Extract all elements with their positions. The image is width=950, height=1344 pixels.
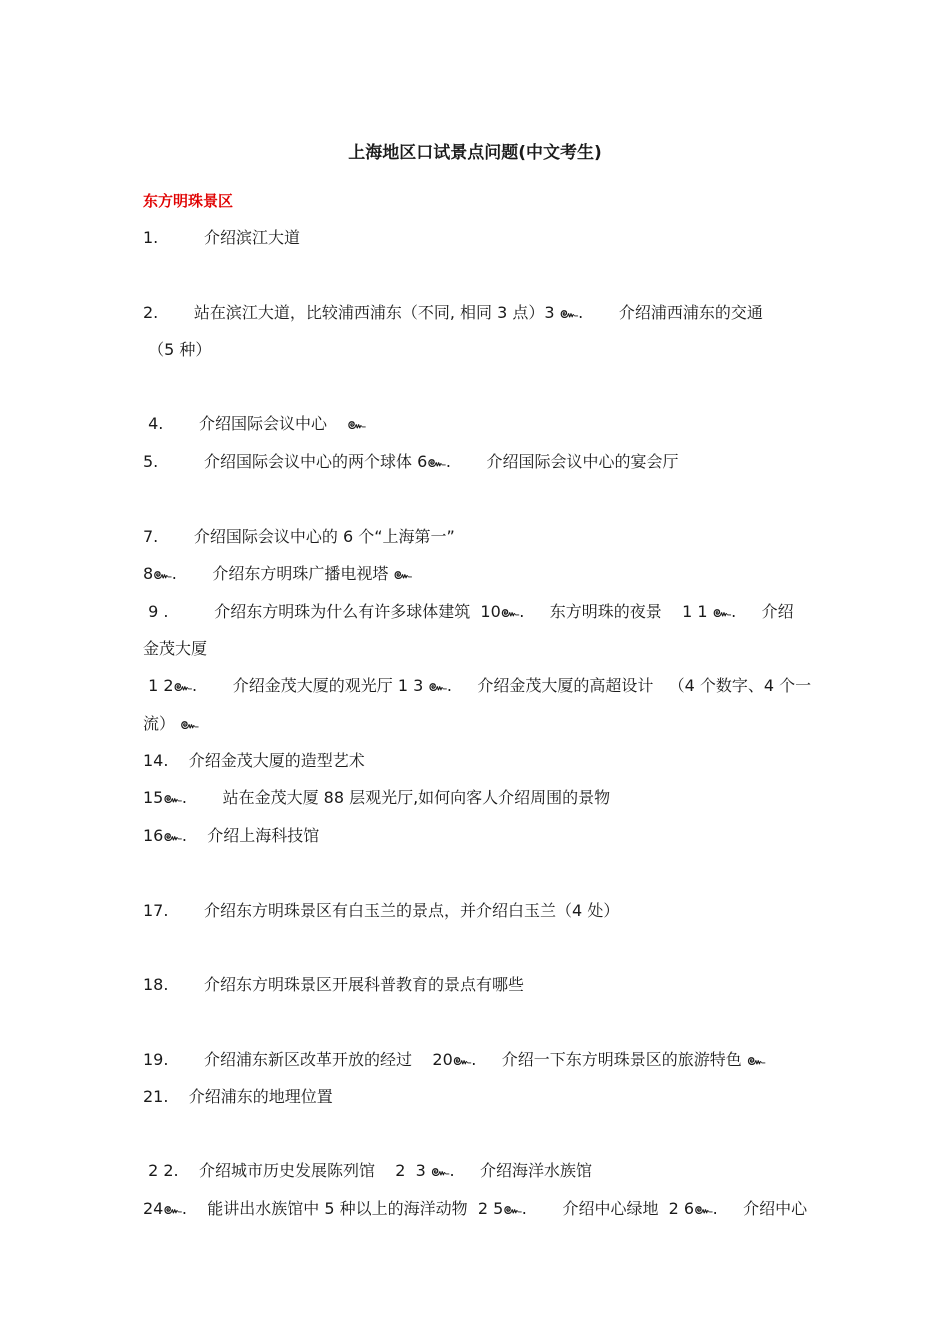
section-heading: 东方明珠景区 [143,192,234,210]
question-line: 15๛. 站在金茂大厦 88 层观光厅,如何向客人介绍周围的景物 [143,788,611,807]
page-title: 上海地区口试景点问题(中文考生) [348,143,602,163]
question-line: 18. 介绍东方明珠景区开展科普教育的景点有哪些 [143,975,525,994]
question-line: 5. 介绍国际会议中心的两个球体 6๛. 介绍国际会议中心的宴会厅 [143,452,679,471]
question-line: 1 2๛. 介绍金茂大厦的观光厅 1 3 ๛. 介绍金茂大厦的高超设计 （4 个数字、4 个一 [143,676,812,695]
question-line: 19. 介绍浦东新区改革开放的经过 20๛. 介绍一下东方明珠景区的旅游特色 ๛ [143,1050,766,1069]
question-line: 16๛. 介绍上海科技馆 [143,826,320,845]
question-line: 14. 介绍金茂大厦的造型艺术 [143,751,365,770]
question-line: 8๛. 介绍东方明珠广播电视塔 ๛ [143,564,412,583]
question-line: （5 种） [143,340,212,359]
question-line: 2. 站在滨江大道，比较浦西浦东（不同, 相同 3 点）3 ๛. 介绍浦西浦东的交通 [143,303,763,322]
question-line: 1. 介绍滨江大道 [143,228,301,247]
question-line: 24๛. 能讲出水族馆中 5 种以上的海洋动物 2 5๛. 介绍中心绿地 2 6๛. 介绍中心 [143,1199,808,1218]
question-line: 流） ๛ [143,714,199,733]
question-line: 2 2. 介绍城市历史发展陈列馆 2 3 ๛. 介绍海洋水族馆 [143,1161,592,1180]
question-line: 金茂大厦 [143,639,208,658]
question-line: 4. 介绍国际会议中心 ๛ [143,414,366,433]
question-line: 9 . 介绍东方明珠为什么有许多球体建筑 10๛. 东方明珠的夜景 1 1 ๛. 介绍 [143,602,794,621]
question-line: 17. 介绍东方明珠景区有白玉兰的景点，并介绍白玉兰（4 处） [143,901,620,920]
question-line: 7. 介绍国际会议中心的 6 个“上海第一” [143,527,455,546]
question-line: 21. 介绍浦东的地理位置 [143,1087,333,1106]
